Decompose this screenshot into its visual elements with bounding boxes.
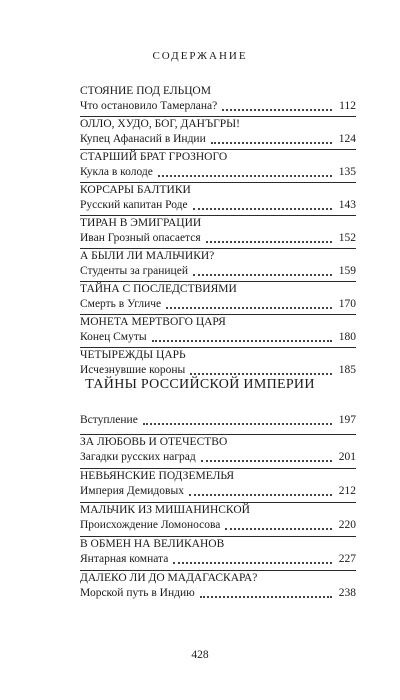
toc-line — [80, 198, 356, 213]
toc-chapter-title: НЕВЬЯНСКИЕ ПОДЗЕМЕЛЬЯ — [80, 470, 235, 482]
toc-line — [80, 552, 356, 567]
toc-subtitle: Конец Смуты — [80, 331, 147, 343]
dot-leader — [158, 175, 332, 177]
toc-subtitle: Морской путь в Индию — [80, 587, 195, 599]
toc-line — [80, 518, 356, 533]
toc-chapter-title: СТАРШИЙ БРАТ ГРОЗНОГО — [80, 151, 228, 163]
toc-chapter-title: ЗА ЛЮБОВЬ И ОТЕЧЕСТВО — [80, 436, 228, 448]
toc-chapter-title: ТИРАН В ЭМИГРАЦИИ — [80, 217, 202, 229]
toc-subtitle: Купец Афанасий в Индии — [80, 133, 206, 145]
dot-leader — [200, 596, 332, 598]
page-number: 428 — [191, 649, 209, 661]
toc-entry — [80, 469, 356, 503]
toc-entry — [80, 84, 356, 117]
toc-subtitle: Происхождение Ломоносова — [80, 519, 221, 531]
toc-subtitle: Студенты за границей — [80, 265, 188, 277]
toc-line — [80, 132, 356, 147]
dot-leader — [143, 423, 332, 425]
toc-subtitle: Загадки русских наград — [80, 451, 196, 463]
toc-chapter-title: ОЛЛО, ХУДО, БОГ, ДАНЪГРЫ! — [80, 118, 240, 130]
toc-line — [80, 165, 356, 180]
toc-list — [80, 84, 356, 381]
toc-entry — [80, 537, 356, 571]
toc-line — [80, 450, 356, 465]
page-title: СОДЕРЖАНИЕ — [152, 50, 248, 62]
toc-page-number: 124 — [338, 133, 356, 145]
toc-page-number: 197 — [338, 414, 356, 426]
toc-line — [80, 99, 356, 114]
toc-page-number: 112 — [339, 100, 356, 112]
toc-entry — [80, 249, 356, 282]
toc-entry — [80, 571, 356, 605]
dot-leader — [193, 208, 332, 210]
dot-leader — [222, 109, 332, 111]
toc-entry — [80, 435, 356, 469]
toc-subtitle: Кукла в колоде — [80, 166, 153, 178]
toc-subtitle: Империя Демидовых — [80, 485, 184, 497]
toc-entry — [80, 282, 356, 315]
toc-page-number: 220 — [338, 519, 356, 531]
dot-leader — [211, 142, 332, 144]
toc-line — [80, 297, 356, 312]
toc-line — [80, 264, 356, 279]
toc-chapter-title: В ОБМЕН НА ВЕЛИКАНОВ — [80, 538, 225, 550]
toc-entry — [80, 503, 356, 537]
toc-page-number: 159 — [338, 265, 356, 277]
toc-subtitle: Иван Грозный опасается — [80, 232, 201, 244]
section-title: ТАЙНЫ РОССИЙСКОЙ ИМПЕРИИ — [85, 377, 315, 392]
toc-page-number: 212 — [338, 485, 356, 497]
toc-page-number: 227 — [338, 553, 356, 565]
toc-page-number: 201 — [338, 451, 356, 463]
toc-line — [80, 363, 356, 378]
toc-chapter-title: СТОЯНИЕ ПОД ЕЛЬЦОМ — [80, 85, 211, 97]
toc-chapter-title: МАЛЬЧИК ИЗ МИШАНИНСКОЙ — [80, 504, 250, 516]
toc-chapter-title: КОРСАРЫ БАЛТИКИ — [80, 184, 191, 196]
toc-chapter-title: А БЫЛИ ЛИ МАЛЬЧИКИ? — [80, 250, 215, 262]
dot-leader — [173, 562, 332, 564]
dot-leader — [189, 494, 332, 496]
toc-subtitle: Что остановило Тамерлана? — [80, 100, 218, 112]
toc-page-number: 185 — [338, 364, 356, 376]
toc-page-number: 180 — [338, 331, 356, 343]
toc-page-number: 238 — [338, 587, 356, 599]
toc-entry-intro — [80, 407, 356, 435]
toc-page-number: 152 — [338, 232, 356, 244]
toc-chapter-title: ЧЕТЫРЕЖДЫ ЦАРЬ — [80, 349, 186, 361]
dot-leader — [193, 274, 332, 276]
toc-chapter-title: ДАЛЕКО ЛИ ДО МАДАГАСКАРА? — [80, 572, 258, 584]
toc-subtitle: Смерть в Угличе — [80, 298, 162, 310]
dot-leader — [152, 340, 332, 342]
toc-subtitle: Исчезнувшие короны — [80, 364, 186, 376]
toc-entry — [80, 183, 356, 216]
toc-chapter-title: МОНЕТА МЕРТВОГО ЦАРЯ — [80, 316, 226, 328]
dot-leader — [225, 528, 332, 530]
dot-leader — [166, 307, 332, 309]
toc-entry — [80, 216, 356, 249]
toc-line — [80, 586, 356, 601]
toc-line — [80, 330, 356, 345]
toc-entry — [80, 117, 356, 150]
toc-entry — [80, 150, 356, 183]
toc-line — [80, 231, 356, 246]
toc-line — [80, 484, 356, 499]
toc-entries — [80, 435, 356, 605]
toc-entry — [80, 315, 356, 348]
toc-line — [80, 413, 356, 428]
toc-page-number: 135 — [338, 166, 356, 178]
toc-page-number: 143 — [338, 199, 356, 211]
toc-subtitle: Янтарная комната — [80, 553, 169, 565]
dot-leader — [190, 373, 332, 375]
dot-leader — [201, 460, 332, 462]
toc-list-section — [80, 407, 356, 605]
toc-subtitle: Русский капитан Роде — [80, 199, 188, 211]
toc-intro-label: Вступление — [80, 414, 138, 426]
dot-leader — [206, 241, 332, 243]
toc-page-number: 170 — [338, 298, 356, 310]
toc-chapter-title: ТАЙНА С ПОСЛЕДСТВИЯМИ — [80, 283, 237, 295]
